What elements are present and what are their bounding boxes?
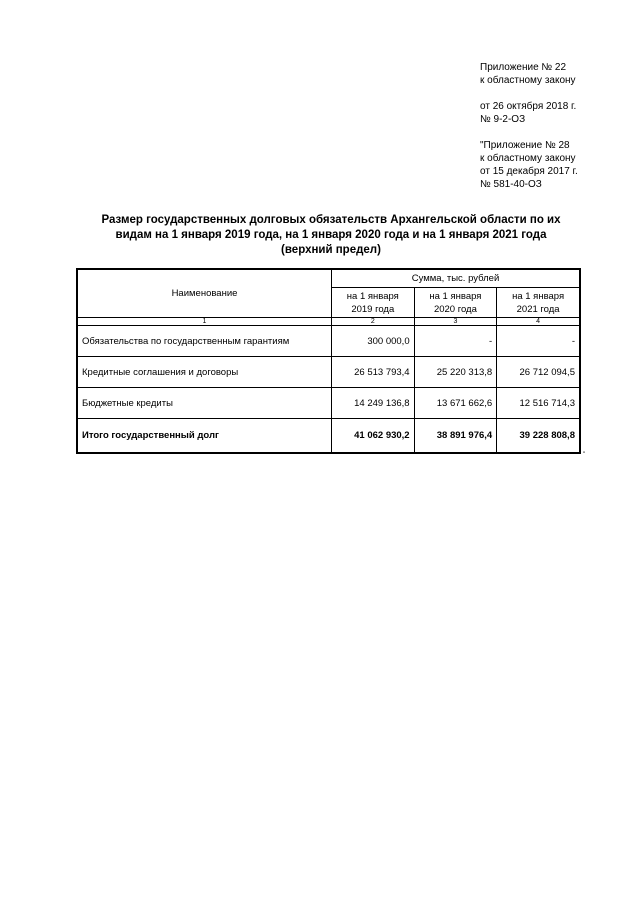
header-col-line: 2020 года (433, 303, 477, 315)
annex-line: от 15 декабря 2017 г. (480, 166, 578, 177)
value-2020: - (414, 326, 497, 357)
total-2019: 41 062 930,2 (332, 419, 415, 454)
value-2020: 13 671 662,6 (414, 388, 497, 419)
title-line: Размер государственных долговых обязательств Архангельской области по их (101, 214, 561, 226)
row-name: Кредитные соглашения и договоры (77, 357, 332, 388)
table-row (77, 388, 580, 419)
annex-line: Приложение № 22 (480, 62, 567, 73)
header-col-line: 2021 года (516, 303, 560, 315)
value-2020: 25 220 313,8 (414, 357, 497, 388)
header-col-2019 (332, 288, 415, 318)
header-col-line: на 1 января (429, 290, 482, 302)
table-row (77, 326, 580, 357)
annex-block (480, 61, 578, 191)
title-line: (верхний предел) (281, 244, 381, 256)
value-2019: 300 000,0 (332, 326, 415, 357)
total-row (77, 419, 580, 454)
header-col-line: 2019 года (351, 303, 395, 315)
annex-line: к областному закону (480, 75, 576, 86)
annex-line: "Приложение № 28 (480, 140, 570, 151)
closing-quote: " (583, 452, 586, 458)
total-2021: 39 228 808,8 (497, 419, 580, 454)
annex-line: к областному закону (480, 153, 576, 164)
column-number: 1 (77, 318, 332, 326)
header-name: Наименование (77, 269, 332, 318)
title-line: видам на 1 января 2019 года, на 1 января 2020 года и на 1 января 2021 года (115, 229, 547, 241)
annex-line: № 581-40-ОЗ (480, 179, 542, 190)
value-2021: 12 516 714,3 (497, 388, 580, 419)
annex-line: от 26 октября 2018 г. (480, 101, 577, 112)
total-2020: 38 891 976,4 (414, 419, 497, 454)
column-number: 4 (497, 318, 580, 326)
row-name: Бюджетные кредиты (77, 388, 332, 419)
header-col-line: на 1 января (346, 290, 399, 302)
header-col-2020 (414, 288, 497, 318)
table-row (77, 357, 580, 388)
value-2021: 26 712 094,5 (497, 357, 580, 388)
document-title (80, 213, 582, 258)
value-2021: - (497, 326, 580, 357)
annex-line: № 9-2-ОЗ (480, 114, 526, 125)
column-number: 3 (414, 318, 497, 326)
value-2019: 14 249 136,8 (332, 388, 415, 419)
column-number: 2 (332, 318, 415, 326)
total-name: Итого государственный долг (77, 419, 332, 454)
row-name: Обязательства по государственным гарантиям (77, 326, 332, 357)
header-col-2021 (497, 288, 580, 318)
header-col-line: на 1 января (512, 290, 565, 302)
debt-table (76, 268, 581, 454)
header-sum: Сумма, тыс. рублей (332, 269, 581, 288)
value-2019: 26 513 793,4 (332, 357, 415, 388)
